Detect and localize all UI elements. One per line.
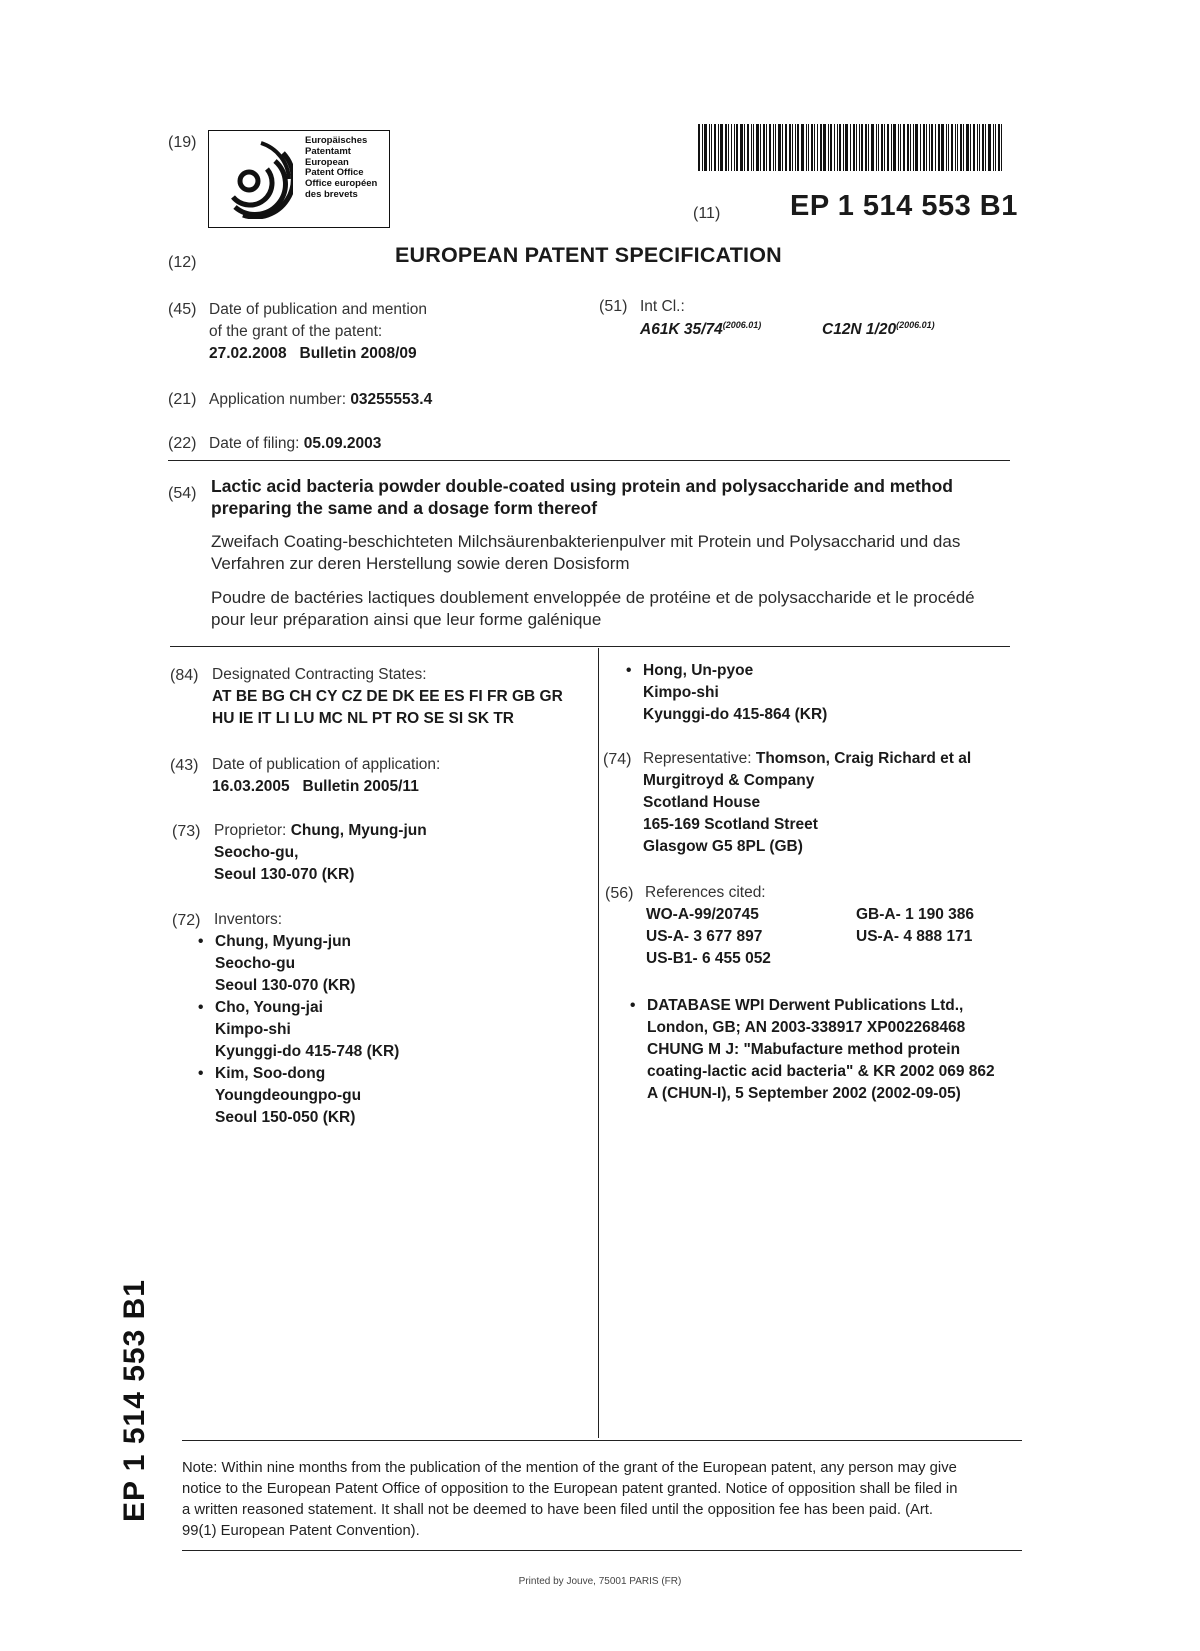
- inid-code-84: (84): [170, 667, 199, 684]
- inid-code-21: (21): [168, 391, 197, 408]
- barcode-bar: [753, 124, 754, 171]
- application-publication: Date of publication of application: 16.03.2005 Bulletin 2005/11: [212, 756, 441, 795]
- barcode-bar: [756, 124, 759, 171]
- barcode-bar: [893, 124, 896, 171]
- barcode-bar: [808, 124, 809, 171]
- patent-citations-right: [856, 904, 974, 948]
- inid-code-45: (45): [168, 301, 197, 318]
- barcode-bar: [845, 124, 848, 171]
- opposition-note: Note: Within nine months from the publication of the mention of the grant of the European patent, any person may give notice to the European Patent Office of opposition to the European patent granted. Notice of opposition shall be filed in a written reasoned statement. It shall not be deemed to have been filed until the opposition fee has been paid. (Art. 99(1) European Patent Convention).: [182, 1460, 958, 1539]
- barcode-bar: [740, 124, 743, 171]
- barcode-bar: [887, 124, 889, 171]
- barcode-bar: [938, 124, 940, 171]
- barcode-bar: [828, 124, 829, 171]
- inid-code-11: (11): [693, 205, 721, 222]
- barcode-bar: [806, 124, 807, 171]
- barcode-bar: [775, 124, 776, 171]
- barcode-bar: [923, 124, 925, 171]
- patent-citations-left: [646, 904, 771, 970]
- barcode-bar: [913, 124, 914, 171]
- barcode-bar: [982, 124, 984, 171]
- citation-item: GB-A- 1 190 386: [856, 906, 975, 923]
- epo-logo-icon: [221, 139, 293, 219]
- barcode-bar: [951, 124, 953, 171]
- barcode-bar: [773, 124, 774, 171]
- publication-number: EP 1 514 553 B1: [790, 190, 1018, 222]
- document-title: EUROPEAN PATENT SPECIFICATION: [395, 243, 782, 267]
- barcode-bar: [871, 124, 874, 171]
- barcode-bar: [898, 124, 899, 171]
- barcode-bar: [709, 124, 710, 171]
- printer-imprint: Printed by Jouve, 75001 PARIS (FR): [518, 1576, 682, 1587]
- barcode-bar: [820, 124, 822, 171]
- barcode-bar: [946, 124, 947, 171]
- barcode-bar: [834, 124, 835, 171]
- barcode-bar: [966, 124, 969, 171]
- representative: Representative: Thomson, Craig Richard et al Murgitroyd & Company Scotland House 165-169 Scotland Street Glasgow G5 8PL (GB): [643, 750, 972, 855]
- barcode-bar: [865, 124, 867, 171]
- divider-1: [168, 460, 1010, 461]
- barcode-bar: [960, 124, 962, 171]
- barcode-bar: [789, 124, 791, 171]
- barcode-bar: [698, 124, 700, 171]
- references-label: References cited:: [645, 884, 766, 901]
- barcode-bar: [963, 124, 964, 171]
- barcode-bar: [747, 124, 749, 171]
- filing-date: Date of filing: 05.09.2003: [209, 435, 382, 452]
- barcode-bar: [782, 124, 783, 171]
- column-divider: [598, 648, 599, 1438]
- barcode-bar: [878, 124, 879, 171]
- epo-logo: [208, 130, 390, 228]
- barcode-bar: [850, 124, 851, 171]
- barcode-bar: [881, 124, 883, 171]
- barcode-bar: [714, 124, 716, 171]
- barcode-bar: [995, 124, 996, 171]
- barcode-bar: [891, 124, 892, 171]
- barcode-bar: [702, 124, 703, 171]
- barcode-bar: [926, 124, 927, 171]
- barcode-bar: [766, 124, 767, 171]
- barcode-bar: [859, 124, 860, 171]
- barcode-bar: [728, 124, 729, 171]
- int-cl-label: Int Cl.:: [640, 298, 685, 315]
- int-cl-class-2: C12N $1/20^{(2006.01)}$: [822, 320, 935, 339]
- barcode-bar: [837, 124, 838, 171]
- barcode-bar: [736, 124, 738, 171]
- divider-2: [170, 646, 1010, 647]
- barcode-bar: [868, 124, 869, 171]
- barcode-bar: [957, 124, 958, 171]
- divider-3: [182, 1440, 1022, 1441]
- inventor-item: • Hong, Un-pyoe: [643, 660, 827, 682]
- int-cl-class-1: A61K $35/74^{(2006.01)}$: [640, 320, 762, 339]
- inid-code-73: (73): [172, 823, 201, 840]
- barcode-bar: [711, 124, 712, 171]
- barcode-bar: [977, 124, 978, 171]
- barcode-bar: [853, 124, 855, 171]
- office-names: Europäisches Patentamt European Patent Office Office européen des brevets: [305, 135, 378, 200]
- barcode-bar: [843, 124, 844, 171]
- barcode-bar: [760, 124, 761, 171]
- barcode-bar: [792, 124, 793, 171]
- barcode-bar: [769, 124, 771, 171]
- inid-code-56: (56): [605, 885, 634, 902]
- npl-citation: • DATABASE WPI Derwent Publications Ltd., London, GB; AN 2003-338917 XP002268468 CHUNG M J: "Mabufacture method protein coating-lactic acid bacteria" & KR 2002 069 862 A (CHUN-I), 5 September 2002 (2002-09-05): [647, 995, 995, 1105]
- barcode-bar: [973, 124, 975, 171]
- inid-code-74: (74): [603, 751, 632, 768]
- barcode-bar: [931, 124, 933, 171]
- barcode-bar: [900, 124, 901, 171]
- barcode-bar: [814, 124, 815, 171]
- barcode-bar: [801, 124, 804, 171]
- barcode-bar: [941, 124, 944, 171]
- barcode-bar: [998, 124, 1000, 171]
- barcode-bar: [979, 124, 980, 171]
- barcode-bar: [720, 124, 723, 171]
- citation-item: US-B1- 6 455 052: [646, 950, 771, 967]
- designated-states: Designated Contracting States: AT BE BG CH CY CZ DE DK EE ES FI FR GB GR HU IE IT LI LU MC NL PT RO SE SI SK TR: [212, 666, 563, 727]
- inventor-item: • Cho, Young-jai: [215, 997, 399, 1019]
- inid-code-51: (51): [599, 298, 628, 315]
- barcode-bar: [731, 124, 732, 171]
- barcode-bar: [935, 124, 936, 171]
- barcode-bar: [856, 124, 857, 171]
- barcode-bar: [985, 124, 986, 171]
- barcode-bar: [778, 124, 781, 171]
- side-publication-number: EP 1 514 553 B1: [118, 1279, 151, 1522]
- divider-4: [182, 1550, 1022, 1551]
- barcode-bar: [903, 124, 905, 171]
- barcode-bar: [734, 124, 735, 171]
- barcode-bar: [970, 124, 971, 171]
- barcode-bar: [907, 124, 909, 171]
- inid-code-43: (43): [170, 757, 199, 774]
- barcode: [698, 124, 1008, 171]
- barcode-bar: [751, 124, 752, 171]
- barcode-bar: [725, 124, 727, 171]
- invention-title: Lactic acid bacteria powder double-coated using protein and polysaccharide and method preparing the same and a dosage form thereof Zweifach Coating-beschichteten Milchsäurenbakterienpulver mit Protein und Polysaccharid und das Verfahren zur deren Herstellung sowie deren Dosisform Poudre de bactéries lactiques doublement enveloppée de protéine et de polysaccharide et le procédé pour leur préparation ainsi que leur forme galénique: [211, 476, 975, 629]
- barcode-bar: [915, 124, 918, 171]
- grant-publication: Date of publication and mention of the grant of the patent: 27.02.2008 Bulletin 2008/09: [209, 301, 428, 362]
- barcode-bar: [797, 124, 799, 171]
- barcode-bar: [955, 124, 956, 171]
- barcode-bar: [817, 124, 818, 171]
- barcode-bar: [929, 124, 930, 171]
- barcode-bar: [920, 124, 921, 171]
- citation-item: US-A- 3 677 897: [646, 928, 763, 945]
- barcode-bar: [884, 124, 885, 171]
- inid-code-54: (54): [168, 485, 197, 502]
- inid-code-72: (72): [172, 912, 201, 929]
- barcode-bar: [704, 124, 707, 171]
- barcode-bar: [910, 124, 911, 171]
- inventor-item: • Chung, Myung-jun: [215, 931, 399, 953]
- barcode-bar: [811, 124, 813, 171]
- inid-code-19: (19): [168, 134, 197, 151]
- barcode-bar: [1001, 124, 1002, 171]
- inventor-continued: • Hong, Un-pyoe Kimpo-shi Kyunggi-do 415-864 (KR): [643, 660, 827, 726]
- inid-code-22: (22): [168, 435, 197, 452]
- barcode-bar: [718, 124, 719, 171]
- barcode-bar: [795, 124, 796, 171]
- barcode-bar: [839, 124, 841, 171]
- barcode-bar: [993, 124, 994, 171]
- barcode-bar: [823, 124, 826, 171]
- inventor-item: • Kim, Soo-dong: [215, 1063, 399, 1085]
- barcode-bar: [763, 124, 765, 171]
- barcode-bar: [861, 124, 863, 171]
- citation-item: US-A- 4 888 171: [856, 928, 973, 945]
- inid-code-12: (12): [168, 254, 197, 271]
- inventors-label: Inventors:: [214, 911, 283, 928]
- barcode-bar: [988, 124, 991, 171]
- application-number: Application number: 03255553.4: [209, 391, 433, 408]
- barcode-bar: [744, 124, 745, 171]
- barcode-bar: [785, 124, 787, 171]
- barcode-bar: [830, 124, 832, 171]
- barcode-bar: [876, 124, 877, 171]
- proprietor: Proprietor: Chung, Myung-jun Seocho-gu, Seoul 130-070 (KR): [214, 822, 427, 883]
- inventors-list: • Chung, Myung-jun Seocho-gu Seoul 130-070 (KR) • Cho, Young-jai Kimpo-shi Kyunggi-do 415-748 (KR) • Kim, Soo-dong Youngdeoungpo-gu Seoul 150-050 (KR): [215, 931, 399, 1129]
- citation-item: WO-A-99/20745: [646, 906, 759, 923]
- barcode-bar: [948, 124, 949, 171]
